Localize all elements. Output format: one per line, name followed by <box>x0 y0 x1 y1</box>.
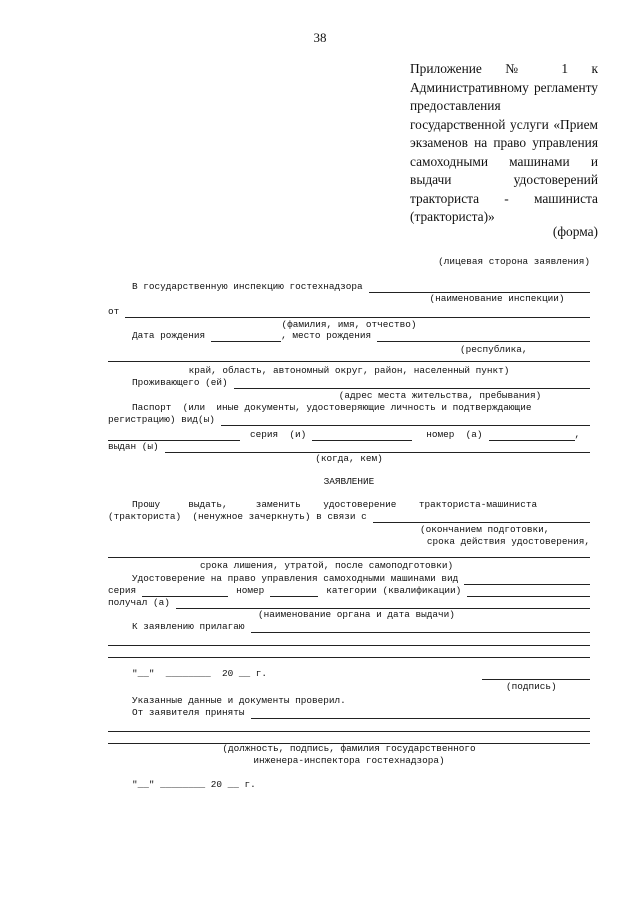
position-hint-2: инженера-инспектора гостехнадзора) <box>253 755 445 766</box>
validity-hint: срока действия удостоверения, <box>426 536 590 547</box>
deprivation-hint: срока лишения, утратой, после самоподготовки) <box>200 560 454 571</box>
attach-field[interactable] <box>251 622 590 633</box>
date-line: "__" ________ 20 __ г. <box>132 668 268 679</box>
request-line-1: Прошу выдать, заменить удостоверение тракториста-машиниста <box>132 499 538 510</box>
signature-hint: (подпись) <box>506 681 557 692</box>
reason-field[interactable] <box>373 512 590 523</box>
number-label: номер (а) <box>426 429 483 440</box>
accepted-row <box>108 706 590 719</box>
region-hint: край, область, автономный округ, район, населенный пункт) <box>188 365 510 376</box>
passport-line-1: Паспорт (или иные документы, удостоверяющие личность и подтверждающие <box>132 402 532 413</box>
received-label: получал (а) <box>108 597 170 608</box>
birth-date-label: Дата рождения <box>132 330 206 341</box>
date-sign-row <box>108 667 590 680</box>
attach-field-3[interactable] <box>108 646 590 658</box>
license-label: Удостоверение на право управления самоходными машинами вид <box>132 573 459 584</box>
fio-field[interactable] <box>125 307 590 318</box>
attach-field-2[interactable] <box>108 634 590 646</box>
address-hint: (адрес места жительства, пребывания) <box>338 390 542 401</box>
passport-type-field[interactable] <box>221 415 590 426</box>
region-field[interactable] <box>108 350 590 362</box>
inspection-hint: (наименование инспекции) <box>429 293 565 304</box>
accepted-field[interactable] <box>251 708 590 719</box>
side-note: (лицевая сторона заявления) <box>438 256 590 267</box>
attach-label: К заявлению прилагаю <box>132 621 245 632</box>
accepted-field-2[interactable] <box>108 720 590 732</box>
address-field[interactable] <box>234 378 590 389</box>
number2-label: номер <box>236 585 265 596</box>
appendix-heading: Приложение № 1 к Административному регламенту предоставления государственной услуги «Прием экзаменов на право управления самоходными машинами и выдачи удостоверений тракториста - машиниста (тракториста)» <box>410 61 598 224</box>
form-label: (форма) <box>552 224 598 239</box>
training-hint: (окончанием подготовки, <box>420 524 550 535</box>
category-label: категории (квалификации) <box>326 585 462 596</box>
birth-date-field[interactable] <box>211 331 281 342</box>
passport-label: регистрацию) вид(ы) <box>108 414 215 425</box>
birth-row <box>108 329 590 342</box>
position-hint-1: (должность, подпись, фамилия государственного <box>222 743 476 754</box>
passport-row <box>108 413 590 426</box>
form-title: ЗАЯВЛЕНИЕ <box>323 476 375 487</box>
checked-line: Указанные данные и документы проверил. <box>132 695 346 706</box>
request-row <box>108 510 590 523</box>
from-row <box>108 305 590 318</box>
living-row <box>108 376 590 389</box>
date-line-2: "__" ________ 20 __ г. <box>132 779 256 790</box>
birth-place-field[interactable] <box>377 331 590 342</box>
organ-hint: (наименование органа и дата выдачи) <box>258 609 455 620</box>
attach-row <box>108 620 590 633</box>
fio-hint: (фамилия, имя, отчество) <box>281 319 417 330</box>
signature-field[interactable] <box>482 669 590 680</box>
from-label: от <box>108 306 120 317</box>
series2-label: серия <box>108 585 137 596</box>
page-number: 38 <box>313 30 327 45</box>
series-row: серия (и) номер (а) , <box>108 428 590 441</box>
reason-field-2[interactable] <box>108 546 590 558</box>
series-label: серия (и) <box>250 429 307 440</box>
accepted-label: От заявителя приняты <box>132 707 245 718</box>
when-hint: (когда, кем) <box>315 453 383 464</box>
inspection-label: В государственную инспекцию гостехнадзора <box>132 281 363 292</box>
birth-place-label: , место рождения <box>281 330 372 341</box>
request-line-2: (тракториста) (ненужное зачеркнуть) в связи с <box>108 511 367 522</box>
republic-hint: (республика, <box>460 344 528 355</box>
issued-label: выдан (ы) <box>108 441 159 452</box>
living-label: Проживающего (ей) <box>132 377 228 388</box>
